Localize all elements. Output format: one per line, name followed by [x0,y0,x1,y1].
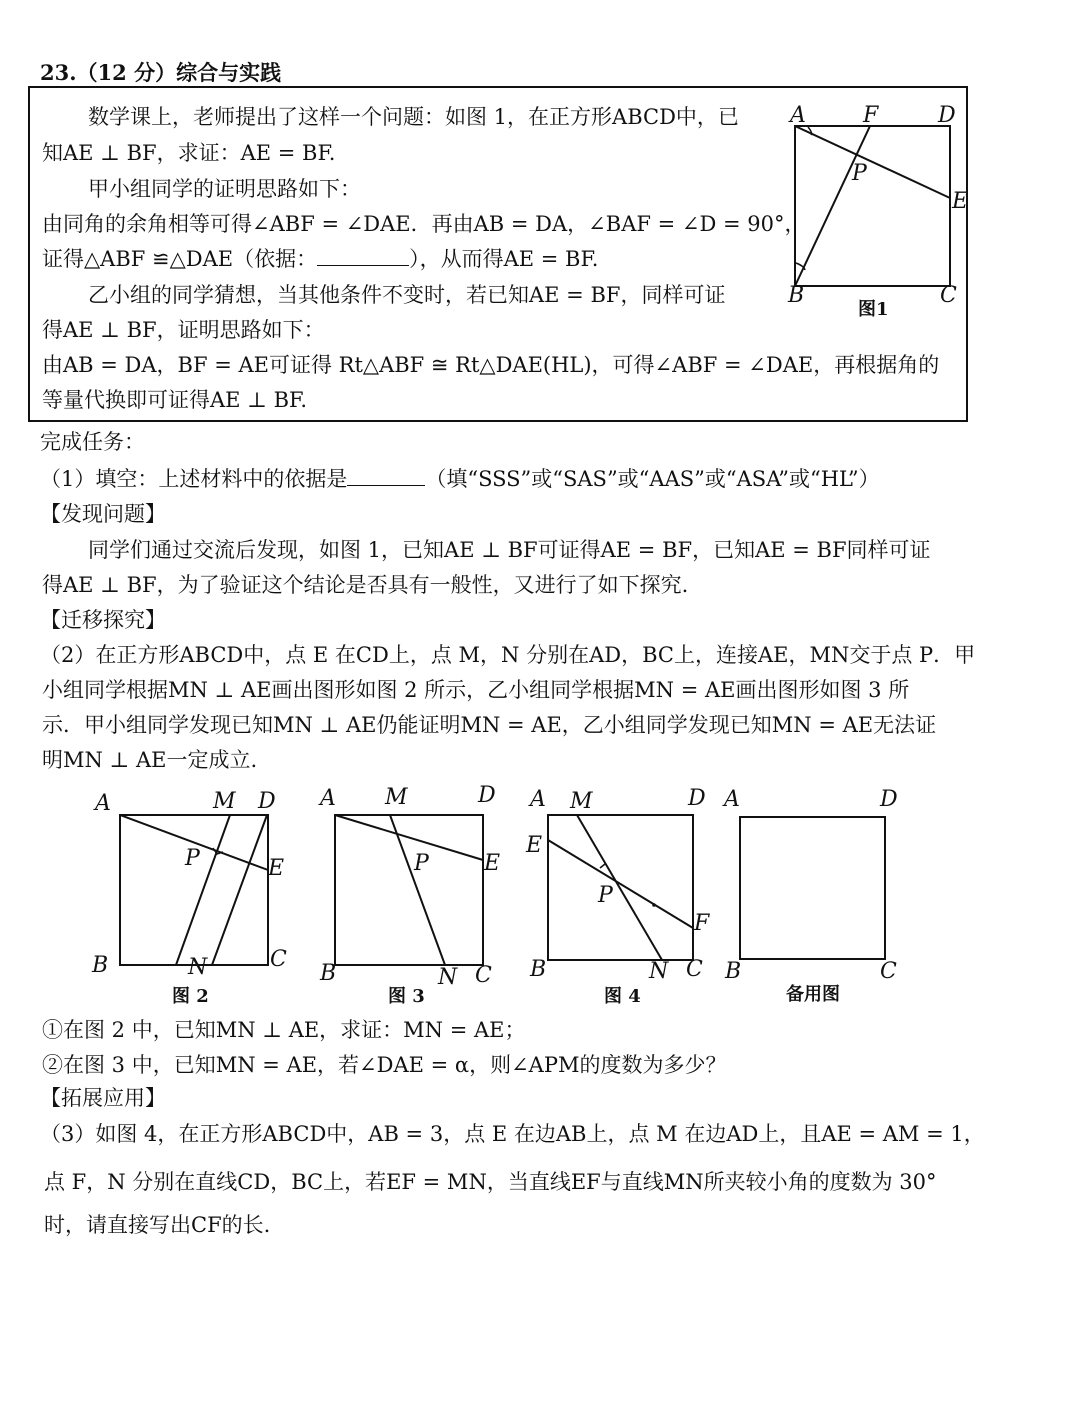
label-c: C [940,283,957,308]
label-m: M [570,789,593,814]
q3-line: 时，请直接写出CF的长. [44,1213,271,1237]
figure-caption: 图 3 [388,986,425,1007]
square-abcd [740,817,885,959]
segment-ae [335,815,483,860]
figure-caption: 图 4 [604,986,641,1007]
label-m: M [213,789,236,814]
q2-line: 明MN ⊥ AE一定成立. [42,748,258,772]
q2-line: （2）在正方形ABCD中，点 E 在CD上，点 M，N 分别在AD，BC上，连接AE，MN交于点 P．甲 [40,643,976,667]
label-b: B [788,283,805,308]
label-b: B [530,957,547,982]
label-n: N [188,955,208,980]
figure-1 [780,100,970,330]
label-d: D [258,789,276,814]
extend-heading: 【拓展应用】 [40,1086,166,1110]
angle-dot [652,903,656,907]
discover-line: 得AE ⊥ BF，为了验证这个结论是否具有一般性，又进行了如下探究. [42,573,689,597]
material-line: 得AE ⊥ BF，证明思路如下： [42,318,325,342]
label-a: A [530,787,546,812]
segment-mn [577,815,662,960]
square-abcd [120,815,268,965]
segment-mn [176,815,230,965]
label-a: A [320,786,336,811]
segment-bf [795,126,870,286]
q2-line: 小组同学根据MN ⊥ AE画出图形如图 2 所示，乙小组同学根据MN = AE画出图形如图 3 所 [42,678,910,702]
auxiliary-line [212,815,267,965]
label-c: C [686,957,703,982]
material-line: 知AE ⊥ BF，求证：AE = BF. [42,141,336,165]
figures-row [80,780,940,1015]
label-e: E [268,856,285,881]
label-a: A [95,791,111,816]
label-c: C [880,959,897,984]
answer-blank[interactable] [317,245,409,266]
label-f: F [863,103,879,128]
proof-text-pre: 证得△ABF ≌△DAE（依据： [42,247,318,271]
question-title: 23.（12 分）综合与实践 [40,60,282,85]
label-b: B [92,953,109,978]
label-c: C [270,947,287,972]
segment-ae [795,126,950,198]
q1-text-pre: （1）填空：上述材料中的依据是 [40,467,348,491]
label-p: P [185,846,200,871]
label-p: P [598,883,613,908]
material-line: 由AB = DA，BF = AE可证得 Rt△ABF ≅ Rt△DAE(HL)，可得∠ABF = ∠DAE，再根据角的 [42,353,940,377]
segment-ef [548,840,693,928]
material-line: 乙小组的同学猜想，当其他条件不变时，若已知AE = BF，同样可证 [88,283,726,307]
label-b: B [320,961,337,986]
material-line: 甲小组同学的证明思路如下： [88,177,361,201]
tasks-heading: 完成任务： [40,430,145,454]
label-e: E [526,833,543,858]
segment-mn [390,815,445,965]
q2-line: 示．甲小组同学发现已知MN ⊥ AE仍能证明MN = AE，乙小组同学发现已知MN = AE无法证 [42,713,937,737]
q3-line: （3）如图 4，在正方形ABCD中，AB = 3，点 E 在边AB上，点 M 在边AD上，且AE = AM = 1， [40,1122,985,1146]
label-p: P [414,851,429,876]
sub-question-2: ②在图 3 中，已知MN = AE，若∠DAE = α，则∠APM的度数为多少？ [42,1053,727,1077]
label-n: N [438,965,458,990]
figure-4 [525,786,710,1007]
material-line: 由同角的余角相等可得∠ABF = ∠DAE．再由AB = DA，∠BAF = ∠D = 90°， [42,212,806,236]
transfer-heading: 【迁移探究】 [40,608,166,632]
label-b: B [725,959,742,984]
label-e: E [484,851,501,876]
label-m: M [385,785,408,810]
discover-heading: 【发现问题】 [40,502,166,526]
q3-line: 点 F，N 分别在直线CD，BC上，若EF = MN，当直线EF与直线MN所夹较小角的度数为 30° [44,1170,937,1194]
label-f: F [694,911,710,936]
answer-blank[interactable] [347,465,425,486]
figure-caption: 图 2 [172,986,209,1007]
discover-line: 同学们通过交流后发现，如图 1，已知AE ⊥ BF可证得AE = BF，已知AE = BF同样可证 [88,538,931,562]
material-line: 等量代换即可证得AE ⊥ BF. [42,388,308,412]
figure-3 [318,783,500,1007]
label-d: D [938,103,956,128]
sub-question-1: ①在图 2 中，已知MN ⊥ AE，求证：MN = AE； [42,1018,526,1042]
spare-figure [722,787,898,1005]
label-a: A [790,103,806,128]
proof-line [42,244,598,274]
q1-text-post: （填“SSS”或“SAS”或“AAS”或“ASA”或“HL”） [425,467,880,491]
label-a: A [724,787,740,812]
label-e: E [952,189,969,214]
label-d: D [688,786,706,811]
figure-2 [91,789,287,1007]
label-c: C [475,963,492,988]
label-d: D [880,787,898,812]
q1-line [40,464,880,494]
figure-caption: 图1 [858,299,889,320]
label-d: D [478,783,496,808]
material-line: 数学课上，老师提出了这样一个问题：如图 1，在正方形ABCD中，已 [88,105,739,129]
label-p: P [852,161,867,186]
label-n: N [649,959,669,984]
angle-mark [600,864,605,868]
square-abcd [795,126,950,286]
figure-caption: 备用图 [786,984,840,1005]
proof-text-post: ），从而得AE = BF. [409,247,599,271]
